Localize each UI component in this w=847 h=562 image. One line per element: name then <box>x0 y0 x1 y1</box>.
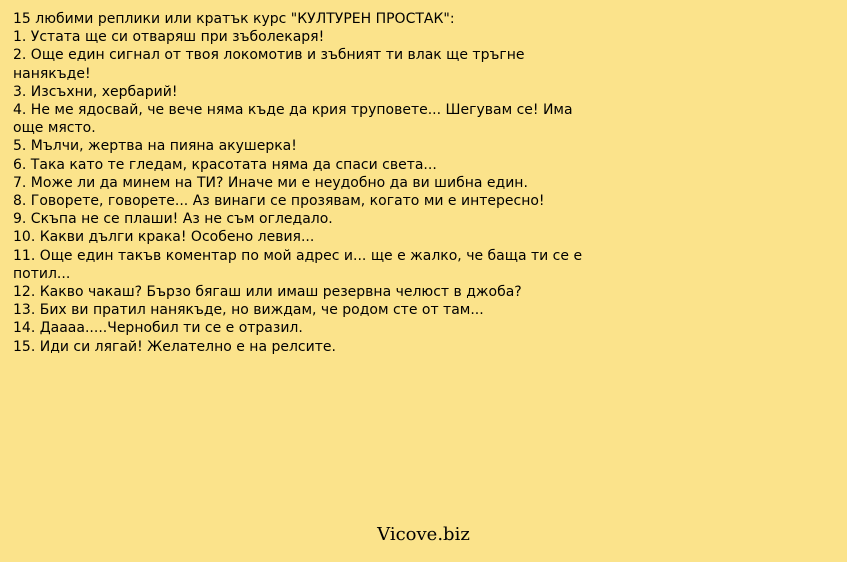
quotes-title: 15 любими реплики или кратък курс "КУЛТУРЕН ПРОСТАК": <box>13 11 455 27</box>
quote-item-10: 10. Какви дълги крака! Особено левия... <box>13 229 315 246</box>
site-watermark: Vicove.biz <box>377 524 470 545</box>
quote-item-11: 11. Още един такъв коментар по мой адрес и... ще е жалко, че баща ти се е потил... <box>13 247 583 282</box>
quote-item-14: 14. Даааа.....Чернобил ти се е отразил. <box>13 320 303 337</box>
quote-item-2: 2. Още един сигнал от твоя локомотив и зъбният ти влак ще тръгне нанякъде! <box>13 47 525 82</box>
quote-item-12: 12. Какво чакаш? Бързо бягаш или имаш резервна челюст в джоба? <box>13 284 522 301</box>
quote-item-6: 6. Така като те гледам, красотата няма да спаси света... <box>13 156 437 173</box>
quote-item-9: 9. Скъпа не се плаши! Аз не съм огледало. <box>13 211 333 228</box>
quote-item-4: 4. Не ме ядосвай, че вече няма къде да крия труповете... Шегувам се! Има още място. <box>13 102 573 137</box>
quotes-text-block <box>13 10 588 356</box>
quote-item-1: 1. Устата ще си отваряш при зъболекаря! <box>13 29 325 46</box>
quote-item-5: 5. Мълчи, жертва на пияна акушерка! <box>13 138 297 155</box>
quote-item-3: 3. Изсъхни, хербарий! <box>13 83 178 100</box>
quote-item-8: 8. Говорете, говорете... Аз винаги се прозявам, когато ми е интересно! <box>13 193 545 210</box>
quote-item-7: 7. Може ли да минем на ТИ? Иначе ми е неудобно да ви шибна един. <box>13 174 528 191</box>
quote-item-15: 15. Иди си лягай! Желателно е на релсите. <box>13 338 336 355</box>
quote-item-13: 13. Бих ви пратил нанякъде, но виждам, че родом сте от там... <box>13 302 484 319</box>
